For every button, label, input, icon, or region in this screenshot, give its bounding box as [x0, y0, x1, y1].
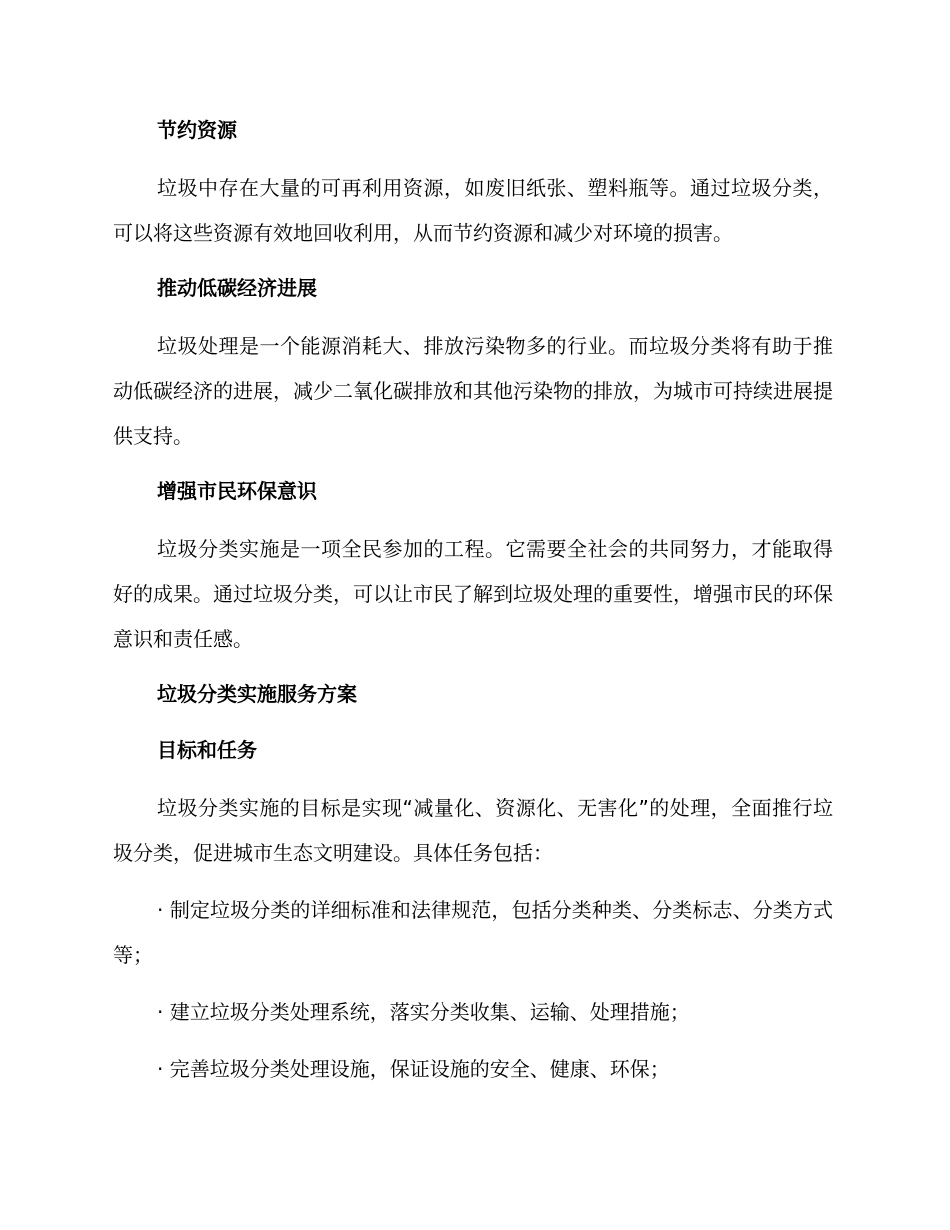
section-heading-low-carbon: 推动低碳经济进展 [157, 276, 317, 300]
section-body-low-carbon: 垃圾处理是一个能源消耗大、排放污染物多的行业。而垃圾分类将有助于推动低碳经济的进展，减少二氧化碳排放和其他污染物的排放，为城市可持续进展提供支持。 [113, 334, 833, 448]
section-heading-awareness: 增强市民环保意识 [157, 479, 317, 503]
section-body-save-resources: 垃圾中存在大量的可再利用资源，如废旧纸张、塑料瓶等。通过垃圾分类，可以将这些资源有效地回收利用，从而节约资源和减少对环境的损害。 [113, 176, 833, 245]
list-item: · 完善垃圾分类处理设施，保证设施的安全、健康、环保； [157, 1057, 670, 1081]
section-body-goals: 垃圾分类实施的目标是实现“减量化、资源化、无害化”的处理，全面推行垃圾分类，促进城市生态文明建设。具体任务包括： [113, 796, 833, 865]
section-heading-service-plan: 垃圾分类实施服务方案 [157, 682, 357, 706]
document-page [113, 110, 833, 1092]
list-item: · 建立垃圾分类处理系统，落实分类收集、运输、处理措施； [157, 1000, 690, 1024]
list-item: · 制定垃圾分类的详细标准和法律规范，包括分类种类、分类标志、分类方式等； [113, 898, 833, 967]
section-heading-save-resources: 节约资源 [157, 118, 237, 142]
section-body-awareness: 垃圾分类实施是一项全民参加的工程。它需要全社会的共同努力，才能取得好的成果。通过垃圾分类，可以让市民了解到垃圾处理的重要性，增强市民的环保意识和责任感。 [113, 537, 833, 651]
section-heading-goals: 目标和任务 [157, 738, 257, 762]
